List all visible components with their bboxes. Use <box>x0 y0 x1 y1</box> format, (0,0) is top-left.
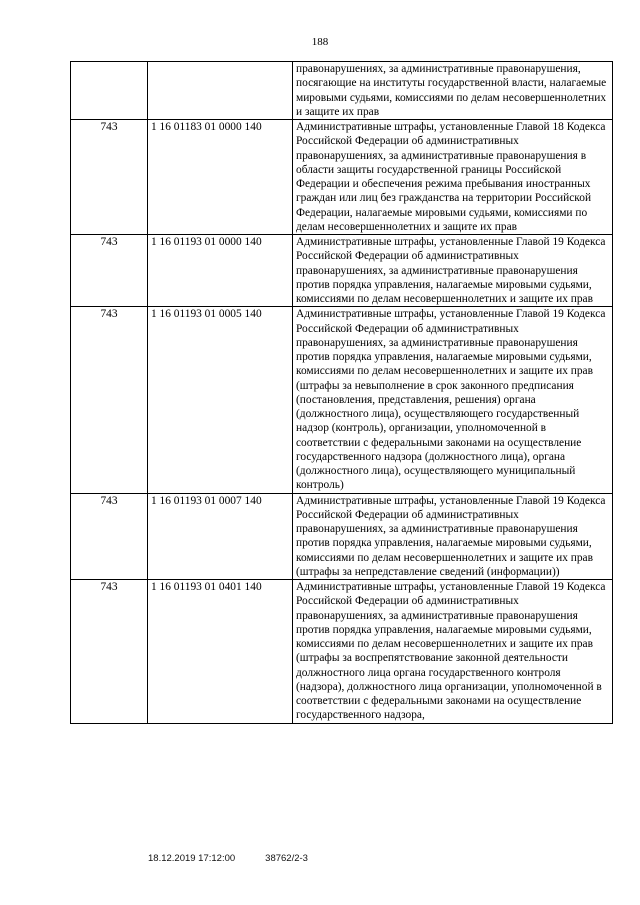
revenue-name-cell: Административные штрафы, установленные Главой 19 Кодекса Российской Федерации об административных правонарушениях, за административные правонарушения против порядка управления, налагаемые мировыми судьями, комиссиями по делам несовершеннолетних и защите их прав (штрафы за воспрепятствование законной деятельности должностного лица органа государственного контроля (надзора), должностного лица организации, уполномоченной в соответствии с федеральными законами на осуществление государственного надзора, <box>293 580 613 724</box>
budget-classification-table <box>70 61 613 724</box>
admin-code-cell: 743 <box>71 235 148 307</box>
admin-code-cell: 743 <box>71 307 148 493</box>
admin-code-cell <box>71 62 148 120</box>
budget-code-cell: 1 16 01193 01 0007 140 <box>148 493 293 580</box>
table-row <box>71 120 613 235</box>
table-row <box>71 62 613 120</box>
admin-code-cell: 743 <box>71 493 148 580</box>
revenue-name-cell: правонарушениях, за административные правонарушения, посягающие на институты государственной власти, налагаемые мировыми судьями, комиссиями по делам несовершеннолетних и защите их прав <box>293 62 613 120</box>
table-row <box>71 493 613 580</box>
revenue-name-cell: Административные штрафы, установленные Главой 19 Кодекса Российской Федерации об административных правонарушениях, за административные правонарушения против порядка управления, налагаемые мировыми судьями, комиссиями по делам несовершеннолетних и защите их прав (штрафы за невыполнение в срок законного предписания (постановления, представления, решения) органа (должностного лица), осуществляющего государственный надзор (контроль), организации, уполномоченной в соответствии с федеральными законами на осуществление государственного надзора (должностного лица), органа (должностного лица), осуществляющего муниципальный контроль) <box>293 307 613 493</box>
table-row <box>71 307 613 493</box>
budget-code-cell: 1 16 01193 01 0401 140 <box>148 580 293 724</box>
footer-timestamp: 18.12.2019 17:12:00 <box>148 853 236 864</box>
page-number: 188 <box>311 36 329 48</box>
footer-document-id: 38762/2-3 <box>265 853 308 864</box>
table-row <box>71 580 613 724</box>
table-row <box>71 235 613 307</box>
budget-code-cell: 1 16 01193 01 0005 140 <box>148 307 293 493</box>
budget-code-cell: 1 16 01183 01 0000 140 <box>148 120 293 235</box>
admin-code-cell: 743 <box>71 580 148 724</box>
revenue-name-cell: Административные штрафы, установленные Главой 19 Кодекса Российской Федерации об административных правонарушениях, за административные правонарушения против порядка управления, налагаемые мировыми судьями, комиссиями по делам несовершеннолетних и защите их прав <box>293 235 613 307</box>
footer <box>148 853 308 865</box>
revenue-name-cell: Административные штрафы, установленные Главой 19 Кодекса Российской Федерации об административных правонарушениях, за административные правонарушения против порядка управления, налагаемые мировыми судьями, комиссиями по делам несовершеннолетних и защите их прав (штрафы за непредставление сведений (информации)) <box>293 493 613 580</box>
revenue-name-cell: Административные штрафы, установленные Главой 18 Кодекса Российской Федерации об административных правонарушениях, за административные правонарушения в области защиты государственной границы Российской Федерации и обеспечения режима пребывания иностранных граждан или лиц без гражданства на территории Российской Федерации, налагаемые мировыми судьями, комиссиями по делам несовершеннолетних и защите их прав <box>293 120 613 235</box>
budget-code-cell: 1 16 01193 01 0000 140 <box>148 235 293 307</box>
budget-code-cell <box>148 62 293 120</box>
admin-code-cell: 743 <box>71 120 148 235</box>
